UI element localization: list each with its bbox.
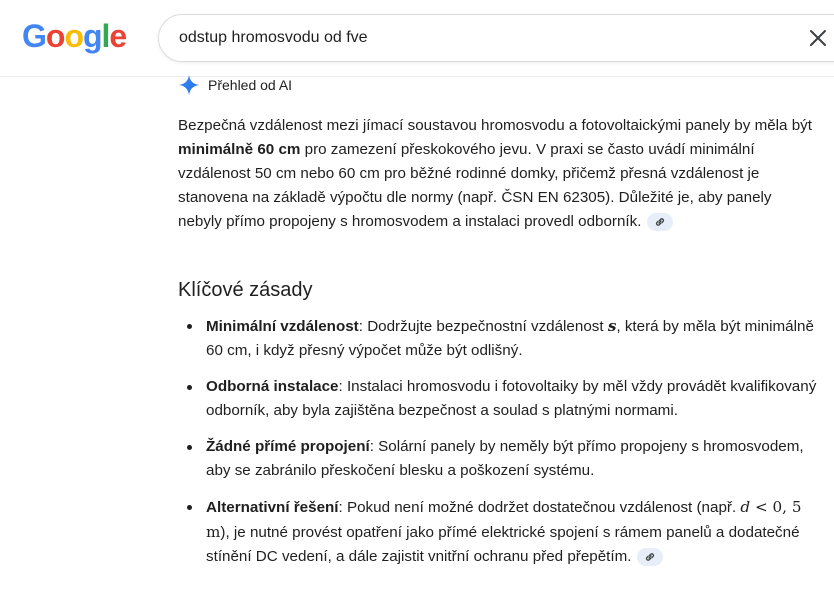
section-title: Klíčové zásady — [178, 279, 313, 301]
math-variable: s — [607, 317, 617, 335]
ai-overview-title: Přehled od AI — [208, 77, 293, 93]
logo-letter: G — [22, 18, 46, 54]
list-item — [178, 495, 818, 569]
bullet-title: Minimální vzdálenost — [206, 318, 359, 335]
intro-bold: minimálně 60 cm — [178, 141, 301, 158]
google-logo[interactable] — [22, 16, 126, 56]
bullet-title: Alternativní řešení — [206, 499, 339, 516]
logo-letter: e — [109, 18, 127, 54]
key-principles-list — [178, 314, 818, 581]
logo-letter: o — [45, 18, 65, 54]
list-item — [178, 375, 818, 423]
list-item — [178, 314, 818, 363]
search-box[interactable] — [158, 14, 834, 62]
math-variable: d — [740, 498, 751, 516]
bullet-text: : Solární panely by neměly být přímo propojeny s hromosvodem, aby se zabránilo přeskočení blesku a poškození systému. — [206, 438, 804, 479]
bullet-text: : Instalaci hromosvodu i fotovoltaiky by měl vždy provádět kvalifikovaný odborník, aby byla zajištěna bezpečnost a soulad s platnými normami. — [206, 378, 817, 419]
bullet-text: : Dodržujte bezpečnostní vzdálenost — [358, 318, 608, 335]
bullet-text: , která by měla být minimálně 60 cm, i když přesný výpočet může být odlišný. — [206, 318, 814, 359]
clear-search-button[interactable] — [805, 25, 831, 51]
search-input[interactable] — [179, 15, 779, 61]
bullet-title: Žádné přímé propojení — [206, 438, 370, 455]
close-icon — [809, 29, 827, 47]
math-expression: < 0, 5 m — [206, 498, 802, 541]
intro-text: pro zamezení přeskokového jevu. V praxi se často uvádí minimální vzdálenost 50 cm nebo 60 cm pro běžné rodinné domky, přičemž přesná vzdálenost je stanovena na základě výpočtu dle normy (např. ČSN EN 62305). Důležité je, aby panely nebyly přímo propojeny s hromosvodem a instalaci provedl odborník. — [178, 141, 772, 230]
link-icon — [644, 551, 656, 563]
source-link-button[interactable] — [637, 548, 663, 566]
list-item — [178, 435, 818, 483]
link-icon — [654, 216, 666, 228]
bullet-text: : Pokud není možné dodržet dostatečnou vzdálenost (např. — [338, 499, 741, 516]
logo-letter: l — [101, 18, 110, 54]
ai-overview-header — [178, 74, 292, 96]
intro-paragraph — [178, 114, 818, 234]
bullet-title: Odborná instalace — [206, 378, 339, 395]
bullet-text: ), je nutné provést opatření jako přímé elektrické spojení s rámem panelů a dodatečné stínění DC vedení, a dále zajistit vnitřní ochranu před přepětím. — [206, 524, 800, 565]
ai-overview-body — [178, 114, 818, 234]
logo-letter: g — [82, 18, 102, 54]
logo-letter: o — [64, 18, 83, 54]
sparkle-icon — [178, 74, 200, 96]
search-header — [0, 0, 834, 77]
source-link-button[interactable] — [647, 213, 673, 231]
intro-text: Bezpečná vzdálenost mezi jímací soustavou hromosvodu a fotovoltaickými panely by měla být — [178, 117, 812, 134]
